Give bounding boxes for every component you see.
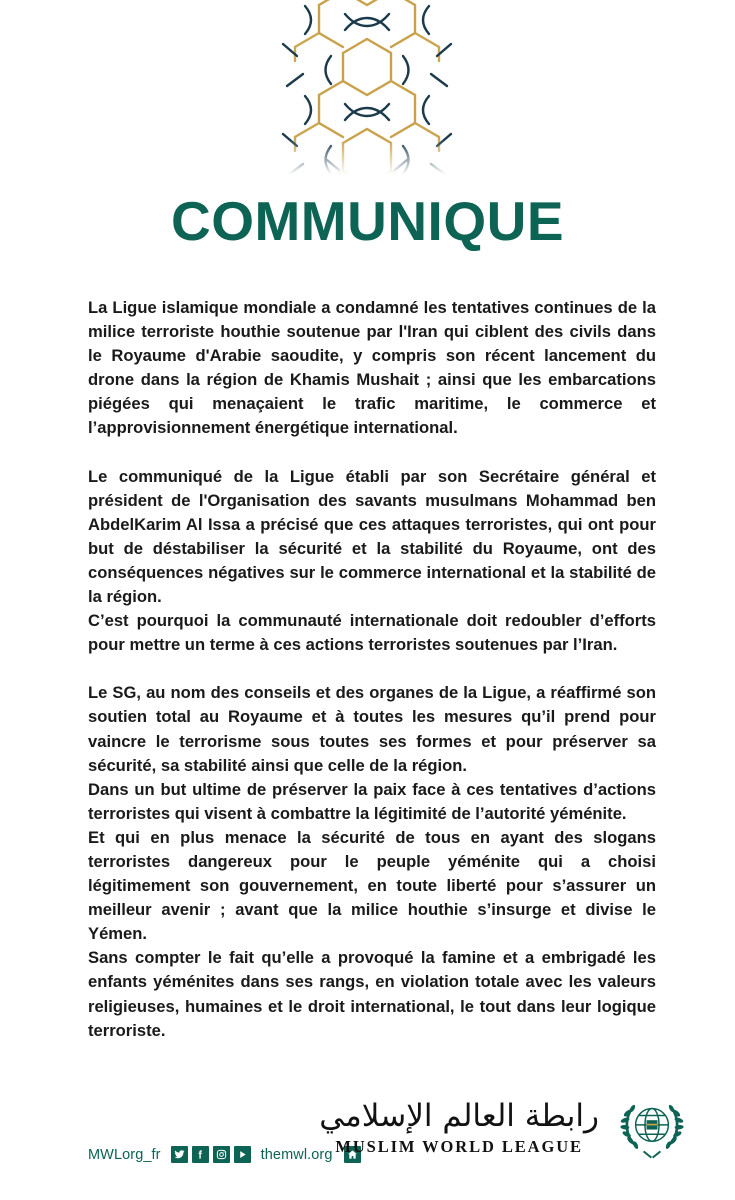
twitter-icon[interactable] [171,1146,188,1163]
instagram-icon[interactable] [213,1146,230,1163]
website-label[interactable]: themwl.org [260,1146,333,1163]
social-handle: MWLorg_fr [88,1146,161,1163]
facebook-icon[interactable] [192,1146,209,1163]
paragraph-1: La Ligue islamique mondiale a condamné les tentatives continues de la milice terroriste houthie soutenue par l'Iran qui ciblent des civils dans le Royaume d'Arabie saoudite, y compris son récent lancement du drone dans la région de Khamis Mushait ; ainsi que les embarcations piégées qui menaçaient le trafic maritime, le commerce et l’approvisionnement énergétique international. [88,298,656,438]
logo-text-column [319,1099,599,1157]
paragraph-4: Le SG, au nom des conseils et des organes de la Ligue, a réaffirmé son soutien total au Royaume et à toutes les mesures qu’il prend pour vaincre le terrorisme sous toutes ses formes et pour préserver sa sécurité, sa stabilité ainsi que celle de la région. [88,683,656,775]
muslim-world-league-logo [319,1089,691,1167]
social-icon-group [171,1146,251,1163]
top-ornament-band [0,0,735,185]
document-body [88,296,656,1043]
logo-latin-name: MUSLIM WORLD LEAGUE [335,1136,583,1156]
paragraph-2: Le communiqué de la Ligue établi par son Secrétaire général et président de l'Organisation des savants musulmans Mohammad ben AbdelKarim Al Issa a précisé que ces attaques terroristes, qui ont pour but de déstabiliser la sécurité et la stabilité du Royaume, ont des conséquences négatives sur le commerce international et la stabilité de la région. [88,466,656,607]
page-title-wrap [0,190,735,252]
paragraph-7: Sans compter le fait qu’elle a provoqué la famine et a embrigadé les enfants yéménites dans ses rangs, en violation totale avec les valeurs religieuses, humaines et le droit international, le tout dans leur logique terroriste. [88,948,656,1040]
paragraph-5: Dans un but ultime de préserver la paix face à ces tentatives d’actions terroristes qui visent à combattre la légitimité de l’autorité yéménite. [88,779,656,823]
page-title: COMMUNIQUE [170,190,565,252]
footer [0,1070,735,1200]
youtube-icon[interactable] [234,1146,251,1163]
islamic-geometric-hexagon-pattern-icon [0,0,735,185]
paragraph-3: C’est pourquoi la communauté internationale doit redoubler d’efforts pour mettre un terme à ces actions terroristes soutenues par l’Iran. [88,611,656,655]
paragraph-6: Et qui en plus menace la sécurité de tous en ayant des slogans terroristes dangereux pour le peuple yéménite qui a choisi légitimement son gouvernement, en toute liberté pour s’assurer un meilleur avenir ; avant que la milice houthie s’insurge et divise le Yémen. [88,827,656,944]
logo-arabic-name: رابطة العالم الإسلامي [319,1098,599,1135]
muslim-world-league-globe-wreath-emblem-icon [613,1089,691,1167]
